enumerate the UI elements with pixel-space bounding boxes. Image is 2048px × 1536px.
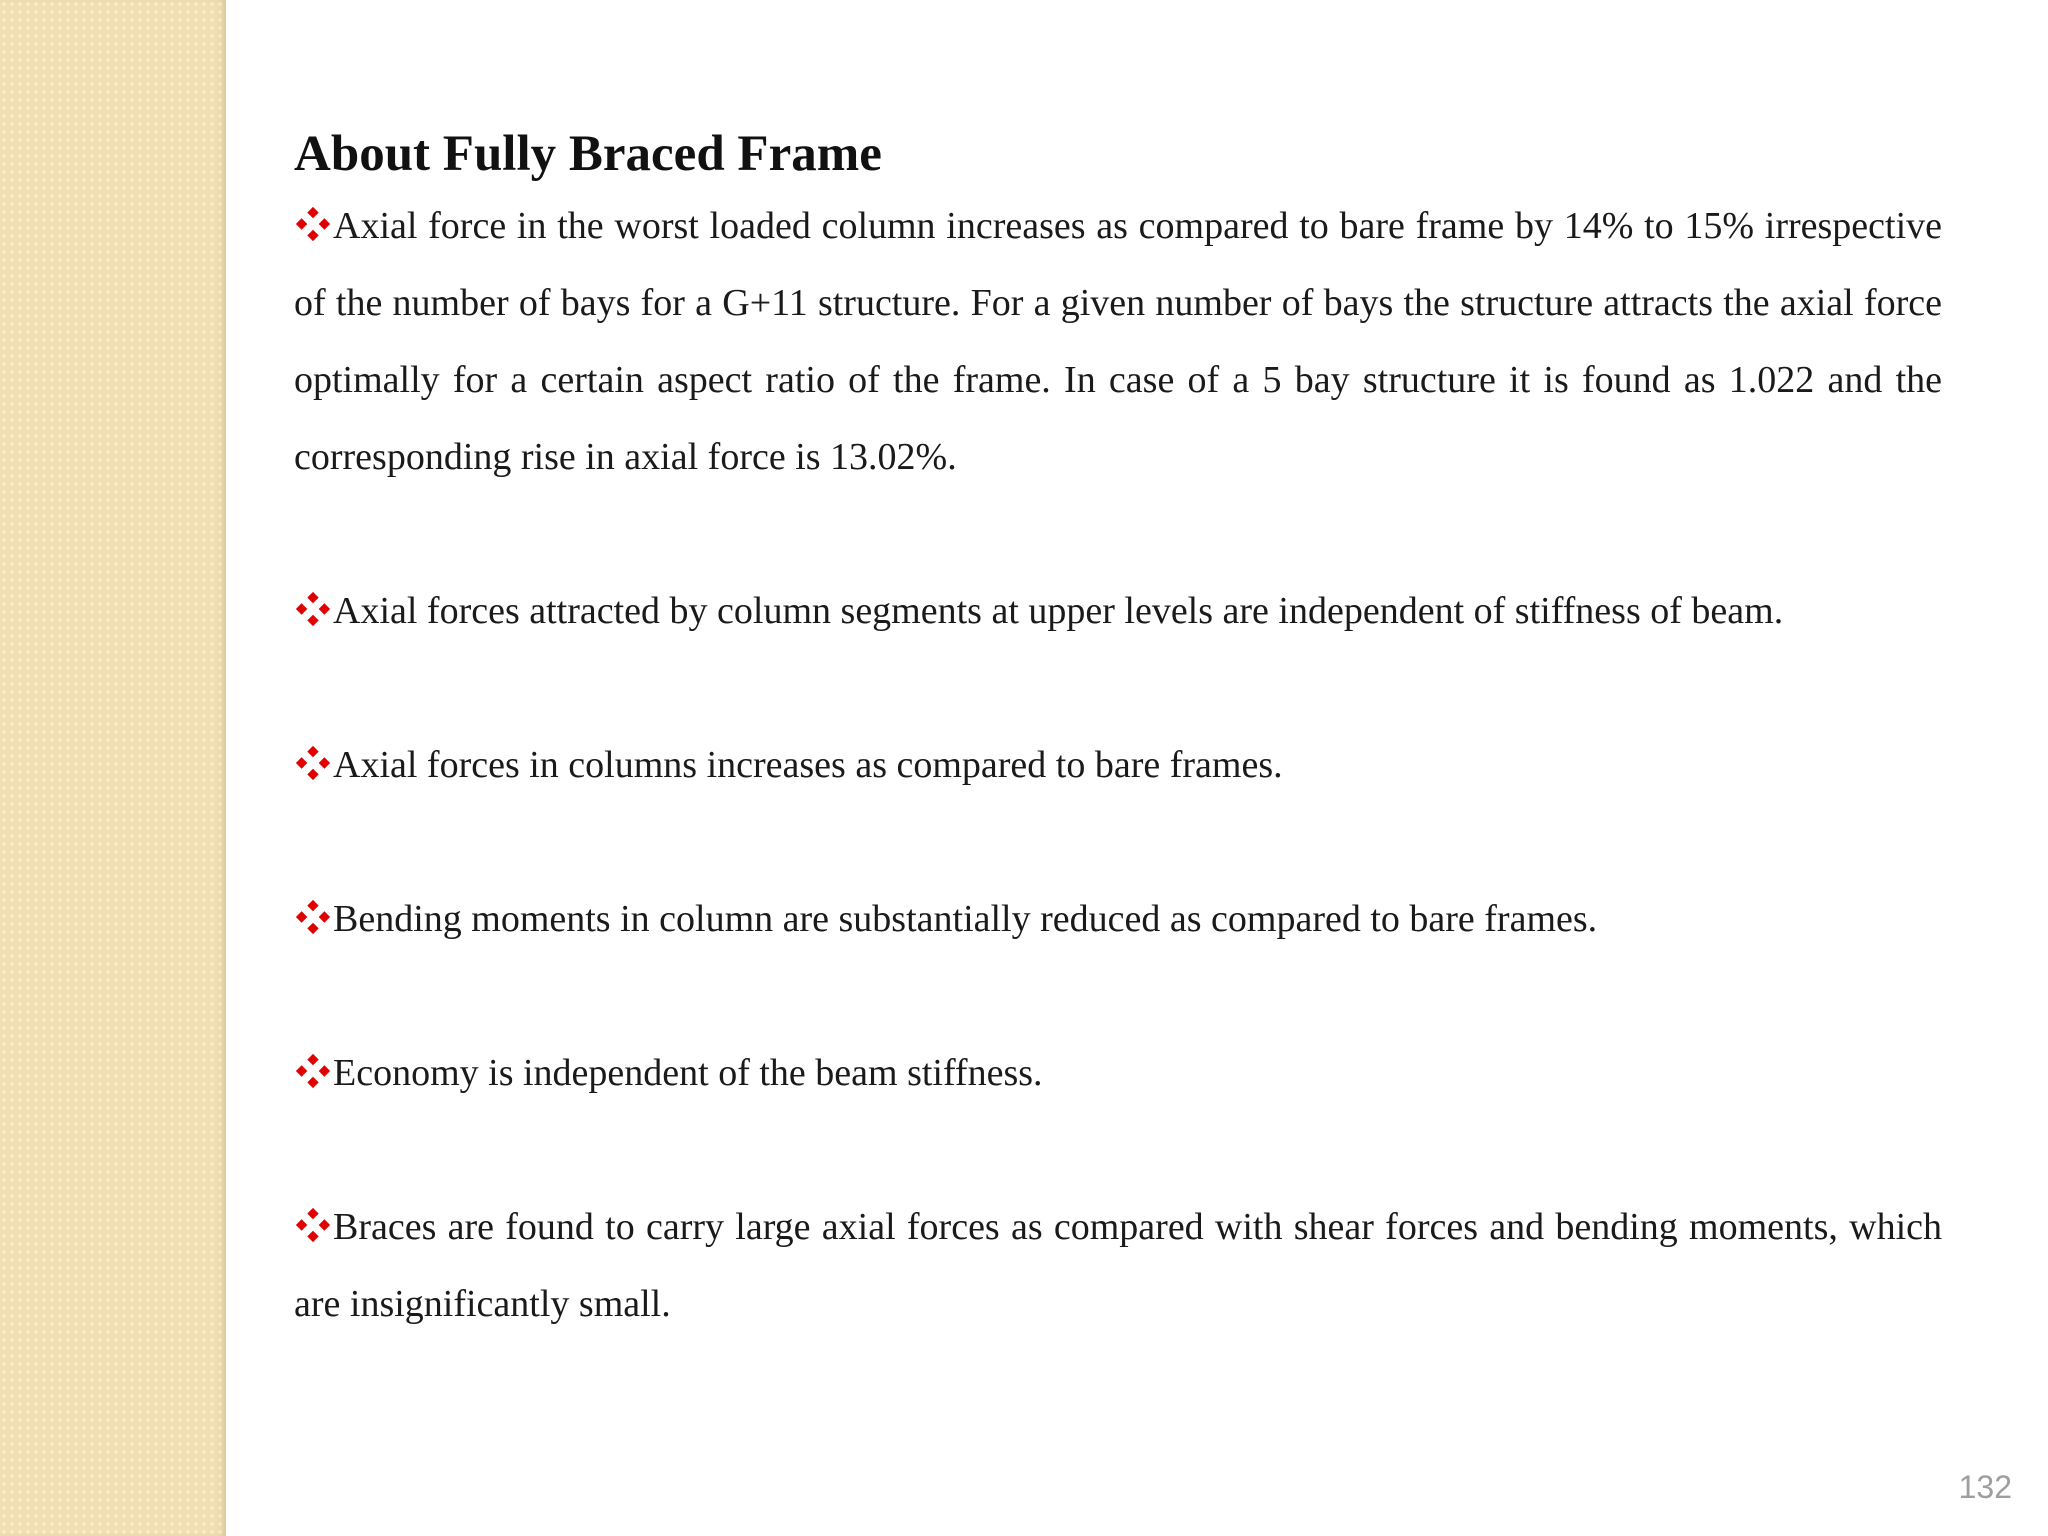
bullet-item: [294, 573, 1942, 650]
bullet-item: [294, 727, 1942, 804]
four-diamond-bullet-icon: [294, 744, 332, 782]
bullet-text: Bending moments in column are substantially reduced as compared to bare frames.: [333, 898, 1598, 940]
bullet-text: Axial force in the worst loaded column increases as compared to bare frame by 14% to 15% irrespective of the number of bays for a G+11 structure. For a given number of bays the structure attracts the axial force optimally for a certain aspect ratio of the frame. In case of a 5 bay structure it is found as 1.022 and the corresponding rise in axial force is 13.02%.: [294, 205, 1942, 478]
four-diamond-bullet-icon: [294, 1052, 332, 1090]
decorative-sidebar: [0, 0, 226, 1536]
bullet-text: Braces are found to carry large axial forces as compared with shear forces and bending moments, which are insignificantly small.: [294, 1206, 1942, 1325]
page-number: 132: [1958, 1469, 2012, 1505]
bullet-text: Axial forces in columns increases as compared to bare frames.: [333, 744, 1283, 786]
slide-title: About Fully Braced Frame: [294, 126, 882, 182]
four-diamond-bullet-icon: [294, 898, 332, 936]
four-diamond-bullet-icon: [294, 1206, 332, 1244]
slide-content: [294, 120, 1942, 1343]
bullet-item: [294, 188, 1942, 496]
four-diamond-bullet-icon: [294, 590, 332, 628]
bullet-list: [294, 188, 1942, 1343]
four-diamond-bullet-icon: [294, 205, 332, 243]
bullet-item: [294, 881, 1942, 958]
bullet-item: [294, 1035, 1942, 1112]
bullet-text: Axial forces attracted by column segments at upper levels are independent of stiffness of beam.: [333, 590, 1784, 632]
bullet-item: [294, 1189, 1942, 1343]
bullet-text: Economy is independent of the beam stiffness.: [333, 1052, 1043, 1094]
